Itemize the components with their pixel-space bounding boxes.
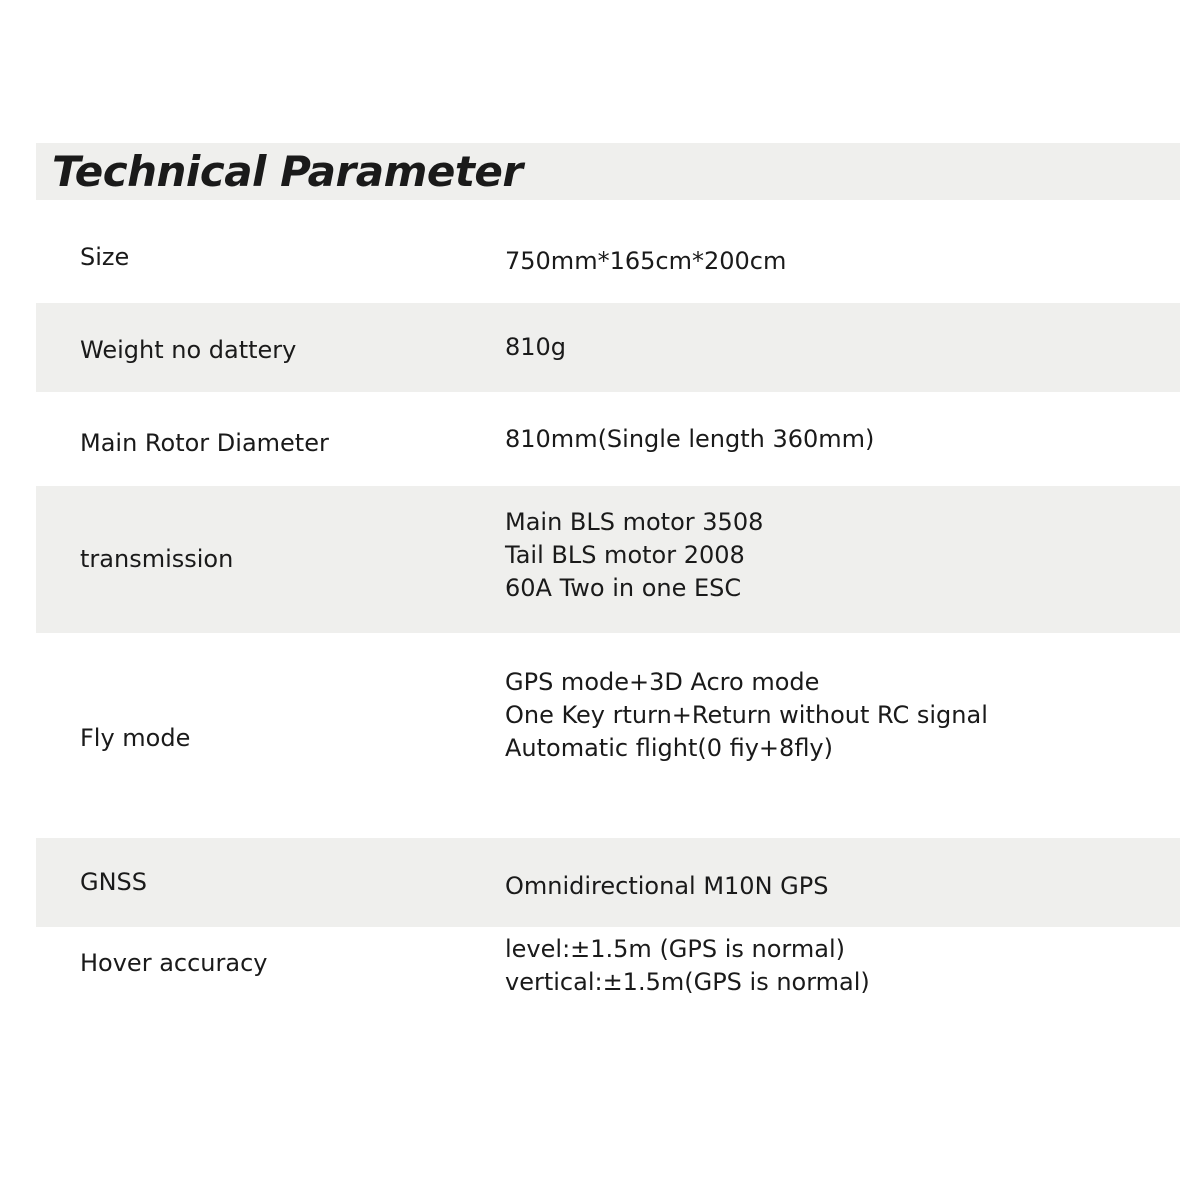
spec-row-rotor-diameter [36, 392, 1180, 486]
spec-value-hover-accuracy [505, 933, 870, 999]
spec-value-weight [505, 331, 566, 364]
spec-value-line: Tail BLS motor 2008 [505, 541, 745, 569]
spec-value-line: GPS mode+3D Acro mode [505, 668, 820, 696]
spec-value-rotor-diameter [505, 423, 874, 456]
spec-value-line: Main BLS motor 3508 [505, 508, 764, 536]
spec-row-size [36, 200, 1180, 303]
spec-row-weight [36, 303, 1180, 392]
spec-row-hover-accuracy [36, 927, 1180, 1027]
title-bar [36, 143, 1180, 200]
spec-value-transmission [505, 506, 763, 605]
spec-value-line: 810mm(Single length 360mm) [505, 425, 875, 453]
spec-row-gnss [36, 838, 1180, 927]
spec-label-gnss: GNSS [80, 868, 148, 896]
spec-value-line: One Key rturn+Return without RC signal [505, 701, 988, 729]
spec-value-gnss [505, 870, 828, 903]
spec-label-hover-accuracy: Hover accuracy [80, 949, 268, 977]
spec-value-line: Omnidirectional M10N GPS [505, 872, 829, 900]
spec-value-line: level:±1.5m (GPS is normal) [505, 935, 845, 963]
spec-row-transmission [36, 486, 1180, 633]
page-title: Technical Parameter [52, 147, 523, 196]
spec-label-weight: Weight no dattery [80, 336, 297, 364]
spec-label-fly-mode: Fly mode [80, 724, 191, 752]
spec-label-rotor-diameter: Main Rotor Diameter [80, 429, 329, 457]
spec-row-fly-mode [36, 633, 1180, 838]
spec-value-line: 60A Two in one ESC [505, 574, 742, 602]
spec-value-line: vertical:±1.5m(GPS is normal) [505, 968, 870, 996]
spec-label-transmission: transmission [80, 545, 234, 573]
spec-value-line: Automatic flight(0 fiy+8fly) [505, 734, 833, 762]
spec-label-size: Size [80, 243, 130, 271]
spec-value-size [505, 245, 786, 278]
spec-value-fly-mode [505, 666, 988, 765]
spec-value-line: 810g [505, 333, 567, 361]
spec-value-line: 750mm*165cm*200cm [505, 247, 787, 275]
